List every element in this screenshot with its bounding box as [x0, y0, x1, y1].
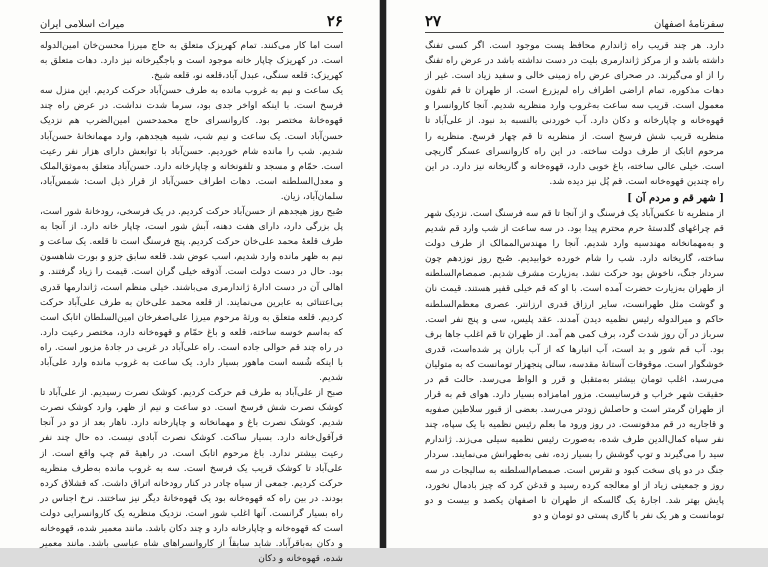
right-running-head: سفرنامهٔ اصفهان	[653, 19, 724, 30]
right-page-header	[425, 8, 724, 33]
right-page	[386, 0, 768, 548]
left-paragraph-4: صبح از علی‌آباد به طرف قم حرکت کردیم. کوشک نصرت رسیدیم. از علی‌آباد تا کوشک نصرت شش فرسخ است. دو ساعت و نیم از ظهر، وارد کوشک نصرت شدیم. کوشک نصرت باغ و مهمانخانه و چاپارخانه دارد. ناهار بعد از دو در آنجا قرآقول‌خانه دارد. بسیار ساکت. کوشک نصرت آبادی نیست. ده حال چند نفر رعیت بیشتر ندارد. باغ مرحوم اتابک است. در راهیهٔ قم چپ واقع است. از علی‌آباد تا کوشک قریب یک فرسخ است. سه به غروب مانده به‌طرف منظریه حرکت کردیم. جمعی از سیاه چادر در کنار رودخانه اتراق داشت. که قشلاق کرده بودند. در بین راه که قهوه‌خانه بود یک قهوه‌خانهٔ دیگر نیز ساختند. نرخ اجناس در راه بسیار گرانست. آنها اغلب شور است. نزدیک منظریه یک کاروانسرایی دولت است که قهوه‌خانه و چاپارخانه دارد و چند دکان باشد. مانند معمیر شده، قهوه‌خانه و دکان به‌باقرآباد. شاید سابقاً از کاروانسراهای شاه عباسی باشد. مانند معمیر شده، قهوه‌خانه و دکان	[40, 388, 343, 565]
left-paragraph-3: صُبح روز هیجدهم از حسن‌آباد حرکت کردیم. در یک فرسخی، رودخانهٔ شور است، پل بزرگی دارد، دارای هفت دهنه، آبش شور است، چاپار خانه دارد. از آنجا به طرف قلعهٔ محمد علی‌خان حرکت کردیم. پنج فرسنگ است تا قلعه. یک ساعت و نیم به ظهر مانده وارد شدیم، اسب عوض شد. قلعه سابق جزو و بورت شاهسون بود. حال در دست دولت است. آذوقه خیلی گران است. قیمت را زیاد گرفتند. و اهالی آن در دست ادارهٔ ژاندارمری می‌باشند. خیلی منظم است، ژاندارمها قدری بی‌اعتنائی به عابرین می‌نمایند. از قلعه محمد علی‌خان به طرف علی‌آباد حرکت کردیم. قلعه متعلق به ورثهٔ مرحوم میرزا علی‌اصغرخان امین‌السلطان اتابک است که به‌اسم خوسه ساخته، قلعه و باغ حمّام و قهوه‌خانه دارد، مختصر رعیت دارد. در راه چند قم حوالی جاده است. راه علی‌آباد در غربی در جادهٔ مزبور است. راه با اینکه شُسه است ماهور بسیار دارد. یک ساعت به غروب مانده وارد علی‌آباد شدیم.	[40, 207, 343, 384]
left-running-head: میراث اسلامی ایران	[40, 19, 125, 30]
left-page-header	[40, 8, 343, 33]
left-page	[0, 0, 380, 565]
left-page-number: ۲۶	[326, 12, 343, 30]
right-paragraph-1: دارد. هر چند قریب راه ژاندارم محافظ پست موجود است. اگر کسی تفنگ داشته باشد و از مرکز ژاندارمری بلیت در دست نداشته باشد در عرض راه تفنگ را از او می‌گیرند. در صحرای عرض راه زمینی خالی و سفید زیاد است. غیر از دهات مذکوره، تمام اراضی اطراف راه لم‌یزرع است. از طهران تا قم تلفون معمول است. قریب سه ساعت به‌غروب وارد منظریه شدیم. آنجا کاروانسرا و قهوه‌خانه و چاپارخانه و دکان دارد. آب خوردنی بالنسبه بد نبود. از علی‌آباد تا منظریه قریب شش فرسخ است. از منظریه تا قم چهار فرسخ. منظریه را مرحوم اتابک از طرف دولت ساخته. در این راه کاروانسرای عسکر گاریچی است. خیلی عالی ساخته، باغ خوبی دارد، قهوه‌خانه و گاریخانه نیز دارد. در این راه چندین قهوه‌خانه است. قم پُل نیز دیده شد.	[425, 41, 724, 187]
right-page-number: ۲۷	[425, 12, 442, 30]
left-paragraph-2: یک ساعت و نیم به غروب مانده به طرف حسن‌آباد حرکت کردیم. این منزل سه فرسخ است. با اینکه اواخر جدی بود، سرما شدت نداشت. در عرض راه چند قهوه‌خانهٔ مختصر بود. کاروانسرای حاج محمدحسن امین‌الضرب هم نزدیک حسن‌آباد است. یک ساعت و نیم شب، شبیه هیجدهم، وارد مهمانخانهٔ حسن‌آباد شدیم. شب را مانده شام خوردیم. حسن‌آباد با توابعش دارای هزار نفر رعیت است. حمّام و مسجد و تلفونخانه و چاپارخانه دارد. حسن‌آباد متعلق به‌موثق‌الملک و معدل‌السلطنه است. دهات اطراف حسن‌آباد از قرار ذیل است: شمس‌آباد، سلمان‌آباد، زیان.	[40, 86, 343, 202]
right-page-body	[425, 39, 724, 524]
left-paragraph-1: است اما کار می‌کنند. تمام کهریزک متعلق به حاج میرزا محسن‌خان امین‌الدوله است. در کهریزک چاپار خانه موجود است و باجگیرخانه نیز دارد. دهات متعلق به کهریزک: قلعه سنگی، عبدل آباد،قلعه نو، قلعه شیخ.	[40, 41, 343, 82]
left-page-body	[40, 39, 343, 567]
right-paragraph-2: از منظریه تا عکس‌آباد یک فرسنگ و از آنجا تا قم سه فرسنگ است. نزدیک شهر قم چراغهای گلدستهٔ حرم محترم پیدا بود. در سه ساعت از شب وارد قم شدیم و به‌مهمانخانه مهندسیه وارد شدیم. آنجا را مهندس‌الممالک از طرف دولت ساخته، گاریخانه دارد. شب را شام خورده خوابیدیم. صُبح روز نوزدهم چون سردار جنگ، ناخوش بود حرکت نشد. به‌زیارت مشرف شدیم. صمصام‌السلطنه از طهران به‌زیارت حضرت آمده است. با او که قم خیلی قفیر هستند. قیمت نان و گوشت مثل طهرانست، سایر ارزاق قدری ارزانتر. عصری معظم‌السلطنه حاکم و میرالدوله رئیس نظمیه دیدن آمدند. عقد پلیس، سی و پنج نفر است. سرباز در آن روز شدت گرد، برف کمی هم آمد. از طهران تا قم اغلب جاها برف بود. آب قم شور و بد است، آب انبارها که از آب باران پر شده‌است، قدری خوشگوار است. موقوفات آستانهٔ مقدسه، سالی پنجهزار تومانست که به متولیان می‌رسد، اغلب تومان بیشتر به‌متقبل و قرر و الواظ می‌رسد. حالت قم در حقیقت شهر خراب و فرسانیست. مزور امامزاده بسیار دارد. هوای قم به قرار از طهران گرمتر است و حاصلش زودتر می‌رسد. بعضی از قبور سلاطین صفویه و قاجاریه در قم مدفونست. در روز ورود ما بعلم رئیس نظمیه با یک سپاه، چند نفر سپاه کمال‌الدین طرف شده، به‌صورت رئیس نظمیه سیلی می‌زند. ژاندارم سید را می‌گیرند و توپ گوشش را بسیار زده، نفی به‌طهرانش می‌نمایند. سردار جنگ در دو پای سخت کبود و تقرس است. صمصام‌السلطنه به سالیجات در سه روز و جمعیتی زیاد از او معالجه کرده رسید و قدغن کرد که چیز بادمال نخورد، پایش بهتر شد. اجارهٔ یک گالسکه از طهران تا اصفهان یکصد و بیست و دو تومانست و هر یک نفر با گاری پستی دو تومان و دو	[425, 208, 724, 521]
section-heading: [ شهر قم و مردم آن ]	[627, 192, 724, 204]
